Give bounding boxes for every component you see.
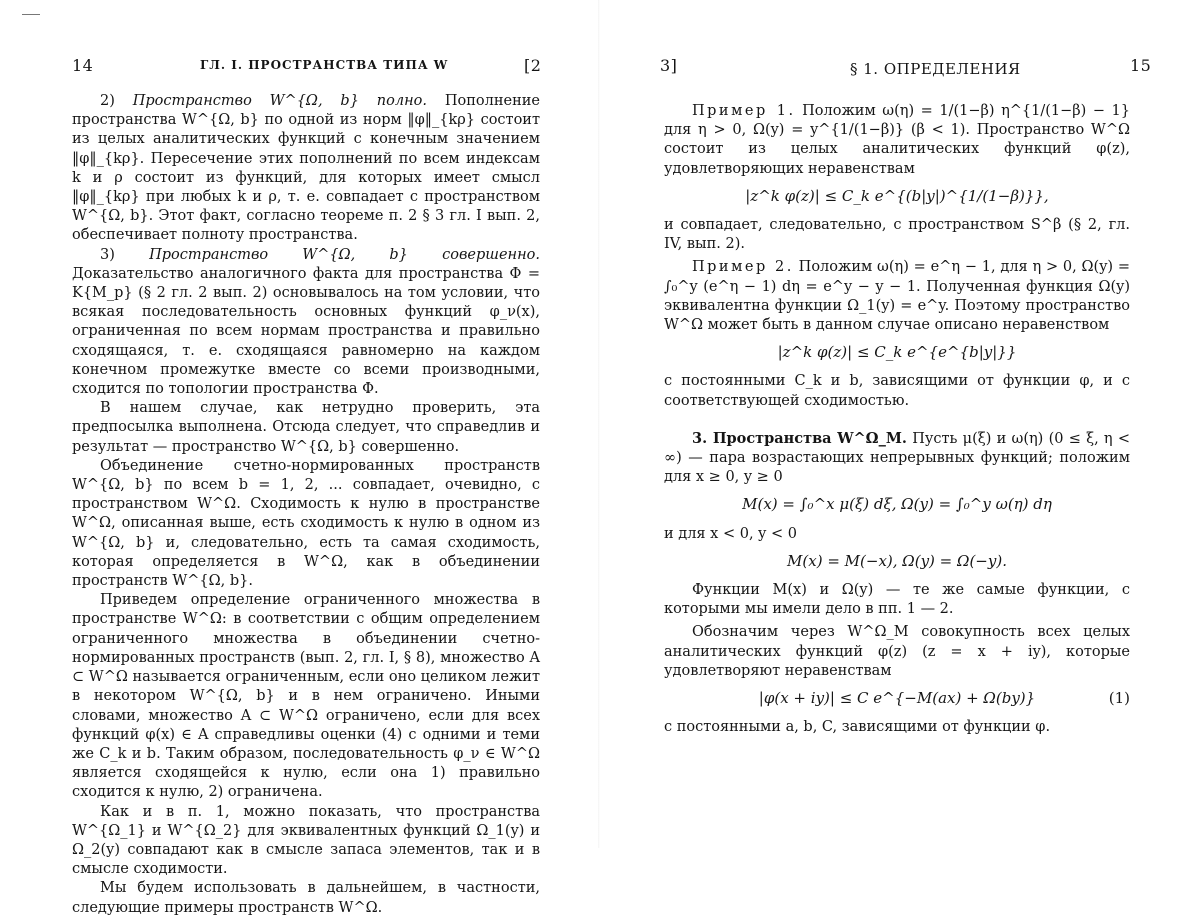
paragraph: Как и в п. 1, можно показать, что пространства W^{Ω_1} и W^{Ω_2} для эквивалентных функций Ω_1(y) и Ω_2(y) совпадают как в смысле запаса элементов, так и в смысле сходимости. [72,803,540,878]
paragraph: Функции M(x) и Ω(y) — те же самые функции, с которыми мы имели дело в пп. 1 — 2. [664,582,1130,618]
formula-3: M(x) = ∫₀^x μ(ξ) dξ, Ω(y) = ∫₀^y ω(η) dη [742,495,1052,514]
paragraph: Мы будем использовать в дальнейшем, в частности, следующие примеры пространств W^Ω. [72,880,540,916]
left-page-header [72,56,550,80]
right-page-header [660,56,1160,80]
left-page-body [72,92,540,918]
paragraph: В нашем случае, как нетрудно проверить, эта предпосылка выполнена. Отсюда следует, что справедлив и результат — пространство W^{Ω, b} совершенно. [72,400,540,455]
right-page-number: 15 [1130,56,1152,75]
paragraph-section-3: 3. Пространства W^Ω_M. Пусть μ(ξ) и ω(η) (0 ≤ ξ, η < ∞) — пара возрастающих непрерывных функций; положим для x ≥ 0, y ≥ 0 [664,429,1131,486]
paragraph: Объединение счетно-нормированных пространств W^{Ω, b} по всем b = 1, 2, ... совпадает, очевидно, с пространством W^Ω. Сходимость к нулю в пространстве W^Ω, описанная выше, есть сходимость к нулю в одном из W^{Ω, b} и, следовательно, есть та самая сходимость, которая определяется в W^Ω, как в объединении пространств W^{Ω, b}. [72,457,540,590]
paragraph: с постоянными C_k и b, зависящими от функции φ, и с соответствующей сходимостью. [664,373,1130,409]
left-page [0,0,600,916]
right-page [600,0,1200,848]
formula-5-body: |φ(x + iy)| ≤ C e^{−M(ax) + Ω(by)} [758,689,1036,708]
right-section-ref: 3] [660,56,678,75]
right-running-title: § 1. ОПРЕДЕЛЕНИЯ [850,60,1021,78]
paragraph: с постоянными a, b, C, зависящими от функции φ. [664,719,1051,736]
paragraph: и для x < 0, y < 0 [664,525,797,542]
left-page-number: 14 [72,56,94,75]
section-heading: 3. Пространства W^Ω_M. [692,429,907,447]
left-running-title: ГЛ. I. ПРОСТРАНСТВА ТИПА W [200,58,449,72]
paragraph: 2) Пространство W^{Ω, b} полно. Пополнение пространства W^{Ω, b} по одной из норм ‖φ‖_{kρ} состоит из целых аналитических функций с конечным значением ‖φ‖_{kρ}. Пересечение этих пополнений по всем индексам k и ρ состоит из функций, для которых имеет смысл ‖φ‖_{kρ} при любых k и ρ, т. е. совпадает с пространством W^{Ω, b}. Этот факт, согласно теореме п. 2 § 3 гл. I вып. 2, обеспечивает полноту пространства. [72,93,540,244]
paragraph-example-2: Пример 2. Положим ω(η) = e^η − 1, для η > 0, Ω(y) = ∫₀^y (e^η − 1) dη = e^y − y − 1. Полученная функция Ω(y) эквивалентна функции Ω_1(y) = e^y. Поэтому пространство W^Ω может быть в данном случае описано неравенством [664,259,1131,334]
paragraph: Обозначим через W^Ω_M совокупность всех целых аналитических функций φ(z) (z = x + iy), которые удовлетворяют неравенствам [664,624,1130,679]
left-section-ref: [2 [524,56,542,75]
formula-4: M(x) = M(−x), Ω(y) = Ω(−y). [787,551,1007,570]
paragraph: Приведем определение ограниченного множества в пространстве W^Ω: в соответствии с общим определением ограниченного множества в объединении счетно-нормированных пространств (вып. 2, гл. I, § 8), множество A ⊂ W^Ω называется ограниченным, если оно целиком лежит в некотором W^{Ω, b} и в нем ограничено. Иными словами, множество A ⊂ W^Ω ограничено, если для всех функций φ(x) ∈ A справедливы оценки (4) с одними и теми же C_k и b. Таким образом, последовательность φ_ν ∈ W^Ω является сходящейся к нулю, если она 1) правильно сходится к нулю, 2) ограничена. [72,592,540,801]
right-page-body [664,102,1130,737]
formula-2: |z^k φ(z)| ≤ C_k e^{e^{b|y|}} [777,343,1017,362]
paragraph-example-1: Пример 1. Положим ω(η) = 1/(1−β) η^{1/(1−β) − 1} для η > 0, Ω(y) = y^{1/(1−β)} (β < 1). Пространство W^Ω состоит из целых аналитических функций φ(z), удовлетворяющих неравенствам [664,103,1130,177]
equation-number: (1) [1108,689,1130,708]
formula-5 [664,689,1130,708]
formula-1: |z^k φ(z)| ≤ C_k e^{(b|y|)^{1/(1−β)}}, [745,186,1049,205]
paragraph: 3) Пространство W^{Ω, b} совершенно. Доказательство аналогичного факта для пространства Φ = K{M_p} (§ 2 гл. 2 вып. 2) основывалось на том условии, что всякая последовательность основных функций φ_ν(x), ограниченная по всем нормам пространства и правильно сходящаяся, т. е. сходящаяся равномерно на каждом конечном промежутке вместе со всеми производными, сходится по топологии пространства Φ. [72,246,540,398]
paragraph: и совпадает, следовательно, с пространством S^β (§ 2, гл. IV, вып. 2). [664,217,1130,253]
